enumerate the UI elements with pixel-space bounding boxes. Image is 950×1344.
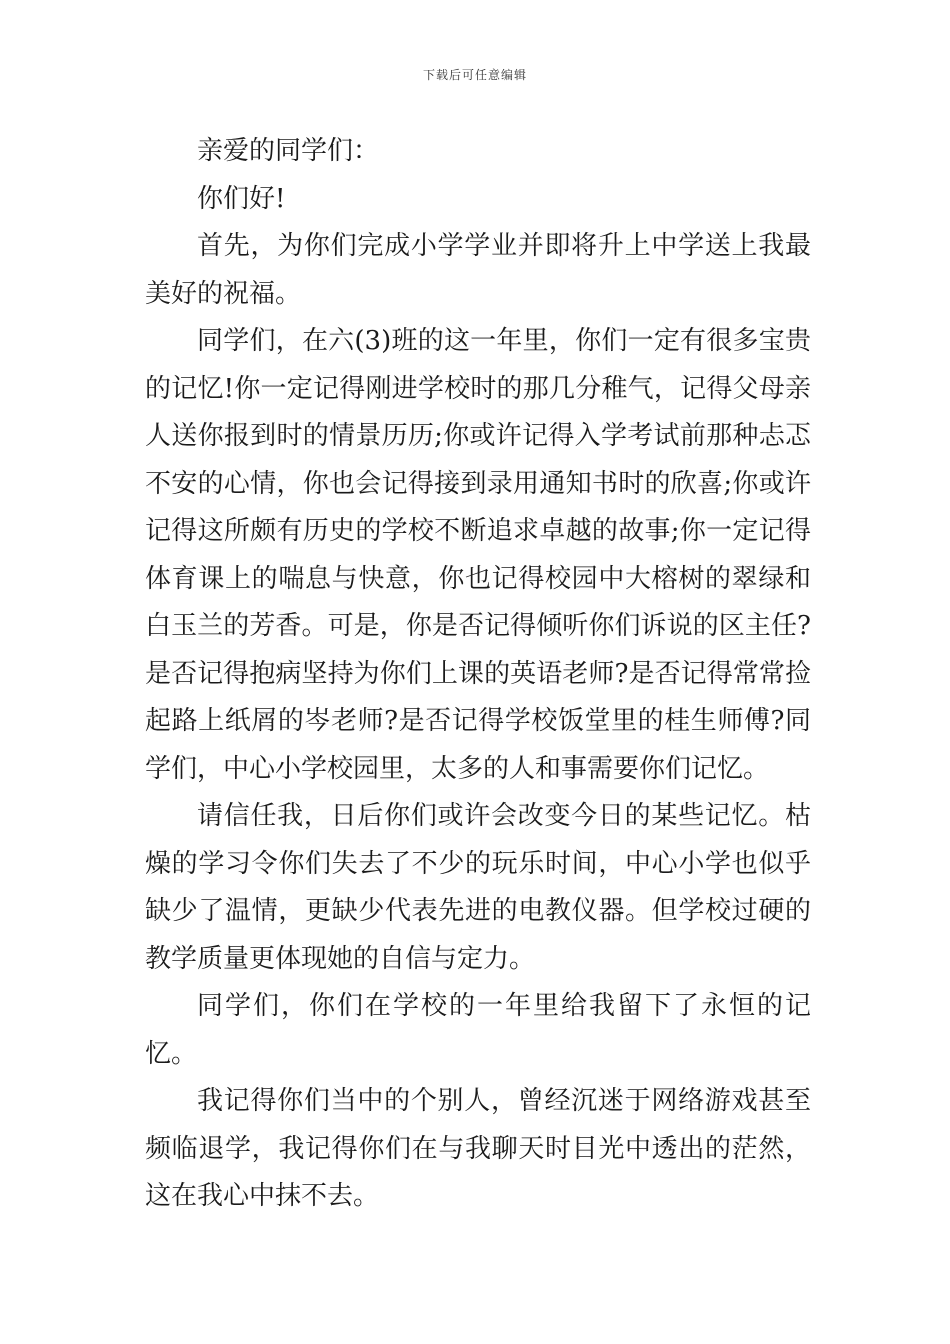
paragraph: 同学们，在六(3)班的这一年里，你们一定有很多宝贵的记忆!你一定记得刚进学校时的那几分稚气，记得父母亲人送你报到时的情景历历;你或许记得入学考试前那种忐忑不安的心情，你也会记得接到录用通知书时的欣喜;你或许记得这所颇有历史的学校不断追求卓越的故事;你一定记得体育课上的喘息与快意，你也记得校园中大榕树的翠绿和白玉兰的芳香。可是，你是否记得倾听你们诉说的区主任?是否记得抱病坚持为你们上课的英语老师?是否记得常常捡起路上纸屑的岑老师?是否记得学校饭堂里的桂生师傅?同学们，中心小学校园里，太多的人和事需要你们记忆。	[145, 326, 811, 784]
paragraph: 我记得你们当中的个别人，曾经沉迷于网络游戏甚至频临退学，我记得你们在与我聊天时目光中透出的茫然，这在我心中抹不去。	[145, 1086, 811, 1211]
salutation: 亲爱的同学们：	[197, 136, 380, 166]
paragraph: 首先，为你们完成小学学业并即将升上中学送上我最美好的祝福。	[145, 231, 811, 309]
document-body	[145, 128, 811, 1221]
greeting: 你们好!	[197, 183, 286, 214]
paragraph: 请信任我，日后你们或许会改变今日的某些记忆。枯燥的学习令你们失去了不少的玩乐时间，中心小学也似乎缺少了温情，更缺少代表先进的电教仪器。但学校过硬的教学质量更体现她的自信与定力。	[145, 801, 811, 974]
paragraph: 同学们，你们在学校的一年里给我留下了永恒的记忆。	[145, 991, 811, 1069]
page-header: 下载后可任意编辑	[422, 68, 527, 82]
